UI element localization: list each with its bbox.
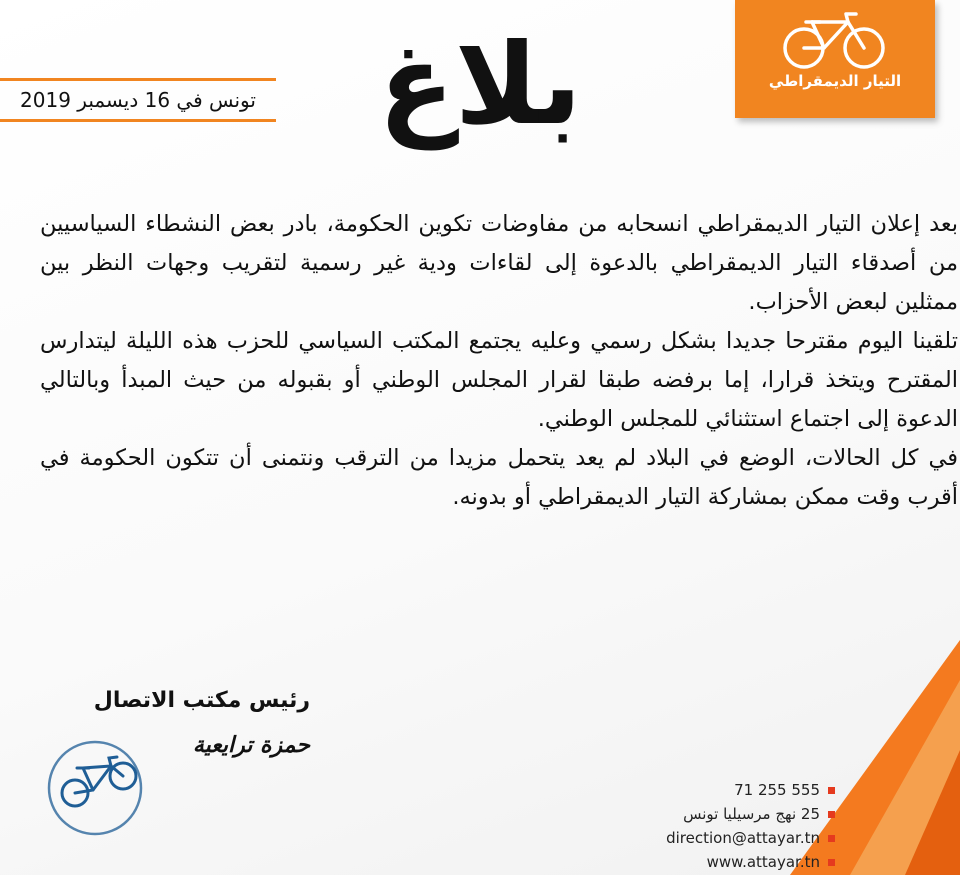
contact-email bbox=[640, 826, 835, 850]
website-link[interactable]: www.attayar.tn bbox=[706, 853, 820, 871]
stamp-bicycle-icon bbox=[62, 757, 136, 806]
party-logo bbox=[735, 0, 935, 118]
bicycle-icon bbox=[780, 8, 890, 70]
party-name: التيار الديمقراطي bbox=[768, 72, 902, 90]
paragraph-1: بعد إعلان التيار الديمقراطي انسحابه من مفاوضات تكوين الحكومة، بادر بعض النشطاء السياسيين من أصدقاء التيار الديمقراطي بالدعوة إلى لقاءات ودية غير رسمية لتقريب وجهات النظر بين ممثلين لبعض الأحزاب. bbox=[40, 211, 958, 315]
address-text: 25 نهج مرسيليا تونس bbox=[683, 805, 820, 823]
email-link[interactable]: direction@attayar.tn bbox=[666, 829, 820, 847]
paragraph-2: تلقينا اليوم مقترحا جديدا بشكل رسمي وعليه يجتمع المكتب السياسي للحزب هذه الليلة ليتدارس المقترح ويتخذ قرارا، إما برفضه طبقا لقرار المجلس الوطني أو بقبوله من حيث المبدأ وبالتالي الدعوة إلى اجتماع استثنائي للمجلس الوطني. bbox=[40, 328, 958, 432]
page-title: بلاغ bbox=[378, 20, 582, 150]
phone-number: 71 255 555 bbox=[734, 781, 820, 799]
contact-info bbox=[640, 778, 835, 874]
contact-phone bbox=[640, 778, 835, 802]
date-banner bbox=[0, 78, 276, 122]
signatory-name: حمزة ترايعية bbox=[192, 733, 310, 758]
statement-body bbox=[40, 205, 958, 517]
contact-website bbox=[640, 850, 835, 874]
signatory-role: رئيس مكتب الاتصال bbox=[93, 688, 310, 713]
paragraph-3: في كل الحالات، الوضع في البلاد لم يعد يتحمل مزيدا من الترقب ونتمنى أن تتكون الحكومة في أقرب وقت ممكن بمشاركة التيار الديمقراطي أو بدونه. bbox=[40, 445, 958, 510]
date-text: تونس في 16 ديسمبر 2019 bbox=[20, 88, 256, 112]
bullet-icon bbox=[828, 787, 835, 794]
bullet-icon bbox=[828, 835, 835, 842]
contact-address bbox=[640, 802, 835, 826]
bullet-icon bbox=[828, 859, 835, 866]
party-stamp bbox=[43, 738, 163, 838]
bullet-icon bbox=[828, 811, 835, 818]
